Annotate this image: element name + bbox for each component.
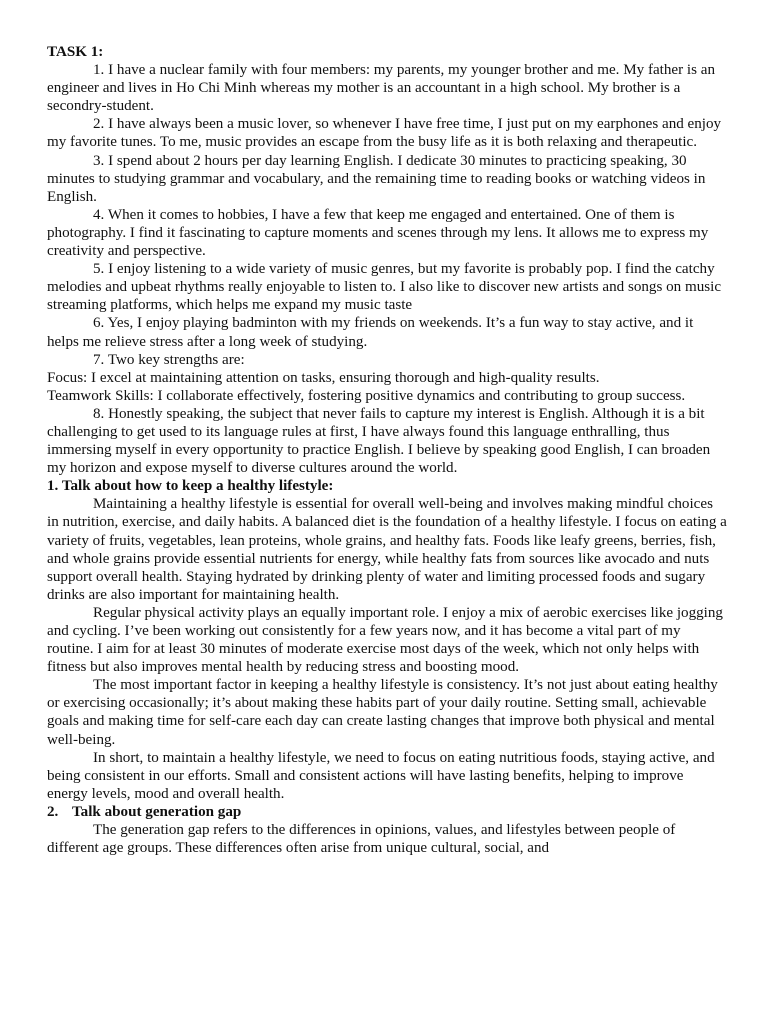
task1-answer-8: 8. Honestly speaking, the subject that never fails to capture my interest is English. Although it is a bit challenging to get used to its language rules at first, I have always found this language enthralling, thus immersing myself in every opportunity to practice English. I believe by speaking good English, I can broaden my horizon and expose myself to diverse cultures around the world. <box>47 405 711 477</box>
section1-paragraph-3: The most important factor in keeping a healthy lifestyle is consistency. It’s not just about eating healthy or exercising occasionally; it’s about making these habits part of your daily routine. Setting small, achievable goals and making time for self-care each day can create lasting changes that improve both physical and mental well-being. <box>47 677 718 748</box>
task1-answer-2: 2. I have always been a music lover, so whenever I have free time, I just put on my earphones and enjoy my favorite tunes. To me, music provides an escape from the busy life as it is both relaxing and therapeutic. <box>47 116 722 151</box>
task1-answer-5: 5. I enjoy listening to a wide variety of music genres, but my favorite is probably pop. I find the catchy melodies and upbeat rhythms really enjoyable to listen to. I also like to discover new artists and songs on music streaming platforms, which helps me expand my music taste <box>47 261 722 314</box>
task1-title: TASK 1: <box>47 44 104 60</box>
section2-number: 2. <box>47 803 59 820</box>
section2-heading <box>47 803 727 821</box>
task1-answer-3: 3. I spend about 2 hours per day learning English. I dedicate 30 minutes to practicing speaking, 30 minutes to studying grammar and vocabulary, and the remaining time to reading books or watching videos in English. <box>47 152 706 205</box>
section1-paragraph-2: Regular physical activity plays an equally important role. I enjoy a mix of aerobic exercises like jogging and cycling. I’ve been working out consistently for a few years now, and it has become a vital part of my routine. I aim for at least 30 minutes of moderate exercise most days of the week, which not only helps with fitness but also improves mental health by reducing stress and boosting mood. <box>47 604 723 676</box>
section1-title: 1. Talk about how to keep a healthy lifestyle: <box>47 478 334 495</box>
document-page <box>47 43 727 857</box>
task1-answer-1: 1. I have a nuclear family with four members: my parents, my younger brother and me. My father is an engineer and lives in Ho Chi Minh whereas my mother is an accountant in a high school. My brother is a secondry-student. <box>47 62 716 115</box>
task1-answer-4: 4. When it comes to hobbies, I have a few that keep me engaged and entertained. One of them is photography. I find it fascinating to capture moments and scenes through my lens. It allows me to express my creativity and perspective. <box>47 206 709 260</box>
section2-title: Talk about generation gap <box>72 803 242 820</box>
strength-focus: Focus: I excel at maintaining attention on tasks, ensuring thorough and high-quality results. <box>47 369 600 386</box>
section2-paragraph-1: The generation gap refers to the differences in opinions, values, and lifestyles between people of different age groups. These differences often arise from unique cultural, social, and <box>47 822 676 857</box>
section1-paragraph-4: In short, to maintain a healthy lifestyle, we need to focus on eating nutritious foods, staying active, and being consistent in our efforts. Small and consistent actions will have lasting benefits, helping to improve energy levels, mood and overall health. <box>47 749 715 802</box>
strength-teamwork: Teamwork Skills: I collaborate effectively, fostering positive dynamics and contributing to group success. <box>47 387 686 404</box>
section1-paragraph-1: Maintaining a healthy lifestyle is essential for overall well-being and involves making mindful choices in nutrition, exercise, and daily habits. A balanced diet is the foundation of a healthy lifestyle. I focus on eating a variety of fruits, vegetables, lean proteins, whole grains, and healthy fats. Foods like leafy greens, berries, fish, and whole grains provide essential nutrients for energy, while healthy fats from sources like avocado and nuts support overall health. Staying hydrated by drinking plenty of water and limiting processed foods and sugary drinks are also important for maintaining health. <box>47 496 727 603</box>
task1-answer-7: 7. Two key strengths are: <box>93 351 245 368</box>
task1-answer-6: 6. Yes, I enjoy playing badminton with my friends on weekends. It’s a fun way to stay active, and it helps me relieve stress after a long week of studying. <box>47 315 694 350</box>
